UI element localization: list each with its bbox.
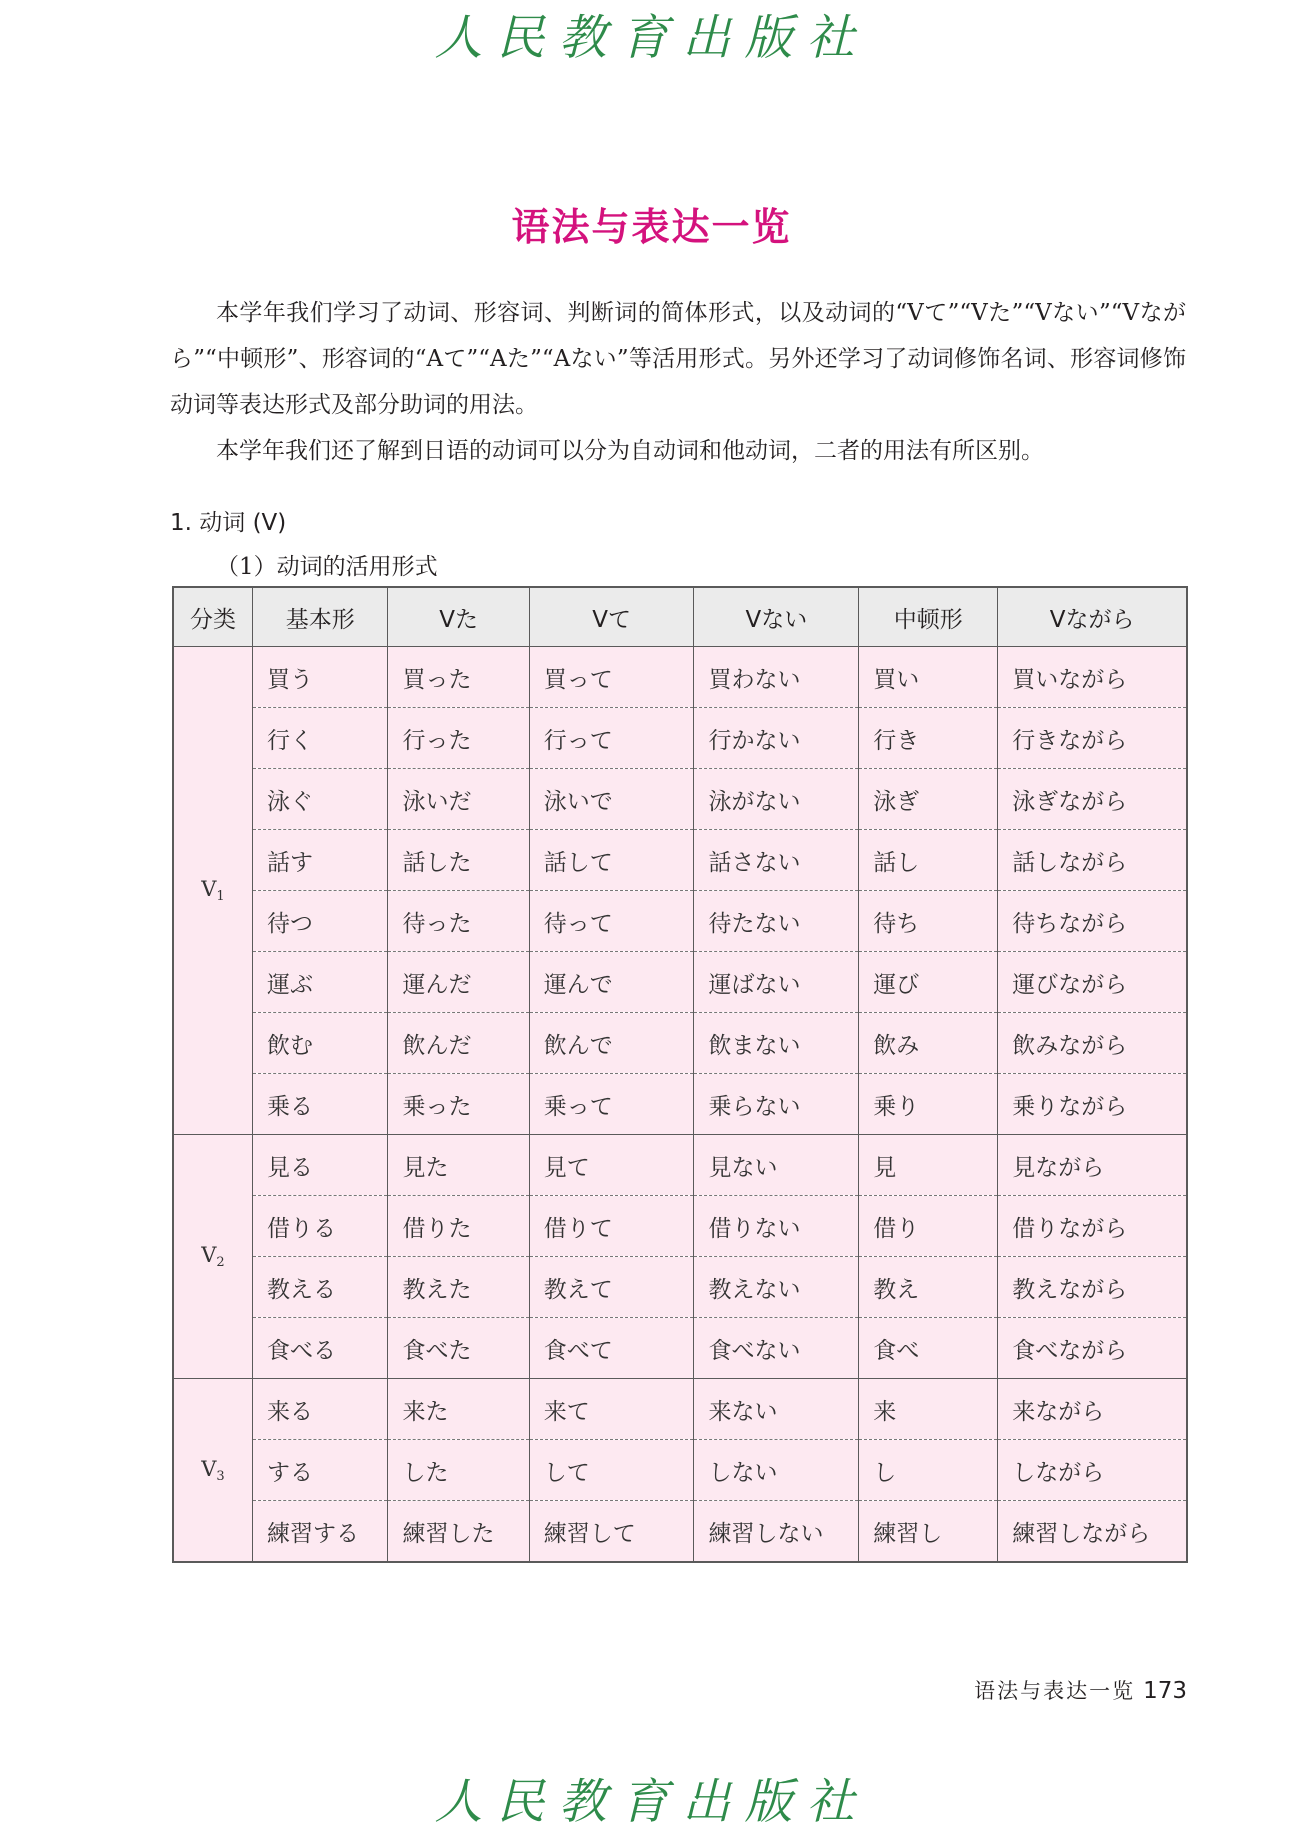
table-cell: 運んで xyxy=(529,952,694,1013)
table-row xyxy=(173,891,1187,952)
verb-category-cell xyxy=(173,647,252,1135)
table-cell: 運んだ xyxy=(388,952,529,1013)
table-row xyxy=(173,830,1187,891)
page-footer xyxy=(974,1675,1187,1705)
table-cell: 待った xyxy=(388,891,529,952)
table-cell: 飲まない xyxy=(694,1013,859,1074)
column-header: 分类 xyxy=(173,587,252,647)
table-cell: 練習しない xyxy=(694,1501,859,1563)
table-cell: 飲む xyxy=(252,1013,388,1074)
footer-title: 语法与表达一览 xyxy=(974,1679,1136,1703)
column-header: 中顿形 xyxy=(859,587,998,647)
table-cell: 運び xyxy=(859,952,998,1013)
table-cell: 運びながら xyxy=(998,952,1187,1013)
verb-category-subscript: 3 xyxy=(216,1468,225,1484)
table-cell: する xyxy=(252,1440,388,1501)
publisher-logo-bottom: 人民教育出版社 xyxy=(434,1774,869,1830)
table-cell: 買った xyxy=(388,647,529,708)
table-cell: 待たない xyxy=(694,891,859,952)
table-body xyxy=(173,647,1187,1563)
table-cell: 借りて xyxy=(529,1196,694,1257)
table-cell: 練習して xyxy=(529,1501,694,1563)
page-title: 语法与表达一览 xyxy=(511,205,792,249)
table-row xyxy=(173,1074,1187,1135)
intro-text xyxy=(170,290,1186,474)
table-cell: 待ち xyxy=(859,891,998,952)
table-cell: 食べて xyxy=(529,1318,694,1379)
table-cell: 買いながら xyxy=(998,647,1187,708)
table-cell: 待ちながら xyxy=(998,891,1187,952)
table-row xyxy=(173,1013,1187,1074)
table-cell: 話しながら xyxy=(998,830,1187,891)
table-cell: 乗り xyxy=(859,1074,998,1135)
table-cell: 泳いだ xyxy=(388,769,529,830)
table-cell: 教える xyxy=(252,1257,388,1318)
verb-category-label: V xyxy=(201,1456,217,1481)
table-cell: 泳ぐ xyxy=(252,769,388,830)
column-header: Vた xyxy=(388,587,529,647)
table-cell: 話す xyxy=(252,830,388,891)
table-cell: 話して xyxy=(529,830,694,891)
table-cell: 乗らない xyxy=(694,1074,859,1135)
table-cell: し xyxy=(859,1440,998,1501)
table-cell: 行かない xyxy=(694,708,859,769)
table-header-row xyxy=(173,587,1187,647)
table-cell: 運ばない xyxy=(694,952,859,1013)
table-cell: 教えた xyxy=(388,1257,529,1318)
table-cell: 行き xyxy=(859,708,998,769)
table-cell: 行った xyxy=(388,708,529,769)
table-cell: 練習した xyxy=(388,1501,529,1563)
table-cell: 来 xyxy=(859,1379,998,1440)
table-cell: 教えながら xyxy=(998,1257,1187,1318)
table-cell: 話し xyxy=(859,830,998,891)
column-header: Vながら xyxy=(998,587,1187,647)
intro-paragraph-1: 本学年我们学习了动词、形容词、判断词的简体形式，以及动词的“Vて”“Vた”“Vない”“Vながら”“中顿形”、形容词的“Aて”“Aた”“Aない”等活用形式。另外还学习了动词修饰名词、形容词修饰动词等表达形式及部分助词的用法。 xyxy=(170,300,1186,418)
table-row xyxy=(173,952,1187,1013)
table-cell: 借りる xyxy=(252,1196,388,1257)
intro-paragraph-2: 本学年我们还了解到日语的动词可以分为自动词和他动词，二者的用法有所区别。 xyxy=(216,438,1044,464)
table-cell: 来た xyxy=(388,1379,529,1440)
table-cell: 行く xyxy=(252,708,388,769)
table-row xyxy=(173,708,1187,769)
verb-category-label: V xyxy=(201,877,217,901)
table-cell: 飲み xyxy=(859,1013,998,1074)
table-row xyxy=(173,1501,1187,1563)
table-cell: 飲みながら xyxy=(998,1013,1187,1074)
table-cell: 飲んで xyxy=(529,1013,694,1074)
table-cell: 来ながら xyxy=(998,1379,1187,1440)
table-cell: 話さない xyxy=(694,830,859,891)
table-cell: 見 xyxy=(859,1135,998,1196)
table-cell: 乗って xyxy=(529,1074,694,1135)
table-cell: 練習しながら xyxy=(998,1501,1187,1563)
table-row xyxy=(173,1257,1187,1318)
table-cell: 食べない xyxy=(694,1318,859,1379)
table-cell: 泳ぎながら xyxy=(998,769,1187,830)
table-cell: した xyxy=(388,1440,529,1501)
table-cell: して xyxy=(529,1440,694,1501)
table-cell: 見た xyxy=(388,1135,529,1196)
table-cell: 借りない xyxy=(694,1196,859,1257)
verb-category-cell xyxy=(173,1135,252,1379)
table-cell: 借り xyxy=(859,1196,998,1257)
table-cell: 泳いで xyxy=(529,769,694,830)
verb-conjugation-table xyxy=(172,586,1188,1563)
table-row xyxy=(173,1440,1187,1501)
column-header: 基本形 xyxy=(252,587,388,647)
table-cell: 見る xyxy=(252,1135,388,1196)
table-cell: 泳がない xyxy=(694,769,859,830)
table-cell: 見ない xyxy=(694,1135,859,1196)
table-cell: 食べ xyxy=(859,1318,998,1379)
table-cell: しながら xyxy=(998,1440,1187,1501)
publisher-logo-top: 人民教育出版社 xyxy=(434,10,869,66)
table-cell: 教え xyxy=(859,1257,998,1318)
table-cell: 練習する xyxy=(252,1501,388,1563)
table-cell: 泳ぎ xyxy=(859,769,998,830)
section-heading: 1. 动词 (V) xyxy=(170,510,287,536)
column-header: Vない xyxy=(694,587,859,647)
table-cell: 来ない xyxy=(694,1379,859,1440)
table-cell: 教えて xyxy=(529,1257,694,1318)
verb-category-label: V xyxy=(201,1243,217,1267)
table-cell: 買わない xyxy=(694,647,859,708)
page-number: 173 xyxy=(1143,1678,1187,1704)
table-cell: 行って xyxy=(529,708,694,769)
table-cell: しない xyxy=(694,1440,859,1501)
table-cell: 買って xyxy=(529,647,694,708)
verb-category-subscript: 2 xyxy=(216,1255,225,1270)
table-row xyxy=(173,1196,1187,1257)
table-cell: 見ながら xyxy=(998,1135,1187,1196)
table-cell: 運ぶ xyxy=(252,952,388,1013)
table-cell: 待って xyxy=(529,891,694,952)
table-cell: 乗った xyxy=(388,1074,529,1135)
table-cell: 借りながら xyxy=(998,1196,1187,1257)
table-cell: 見て xyxy=(529,1135,694,1196)
table-cell: 食べながら xyxy=(998,1318,1187,1379)
table-cell: 借りた xyxy=(388,1196,529,1257)
table-cell: 食べる xyxy=(252,1318,388,1379)
table-cell: 乗りながら xyxy=(998,1074,1187,1135)
table-row xyxy=(173,647,1187,708)
table-cell: 来る xyxy=(252,1379,388,1440)
table-row xyxy=(173,769,1187,830)
verb-category-subscript: 1 xyxy=(216,889,225,904)
verb-category-cell xyxy=(173,1379,252,1563)
table-row xyxy=(173,1379,1187,1440)
table-cell: 行きながら xyxy=(998,708,1187,769)
table-cell: 乗る xyxy=(252,1074,388,1135)
table-cell: 待つ xyxy=(252,891,388,952)
subsection-heading: （1）动词的活用形式 xyxy=(216,554,438,580)
table-cell: 話した xyxy=(388,830,529,891)
table-row xyxy=(173,1318,1187,1379)
table-cell: 飲んだ xyxy=(388,1013,529,1074)
table-cell: 来て xyxy=(529,1379,694,1440)
table-row xyxy=(173,1135,1187,1196)
table-cell: 練習し xyxy=(859,1501,998,1563)
table-cell: 買い xyxy=(859,647,998,708)
table-cell: 買う xyxy=(252,647,388,708)
table-cell: 教えない xyxy=(694,1257,859,1318)
column-header: Vて xyxy=(529,587,694,647)
table-cell: 食べた xyxy=(388,1318,529,1379)
